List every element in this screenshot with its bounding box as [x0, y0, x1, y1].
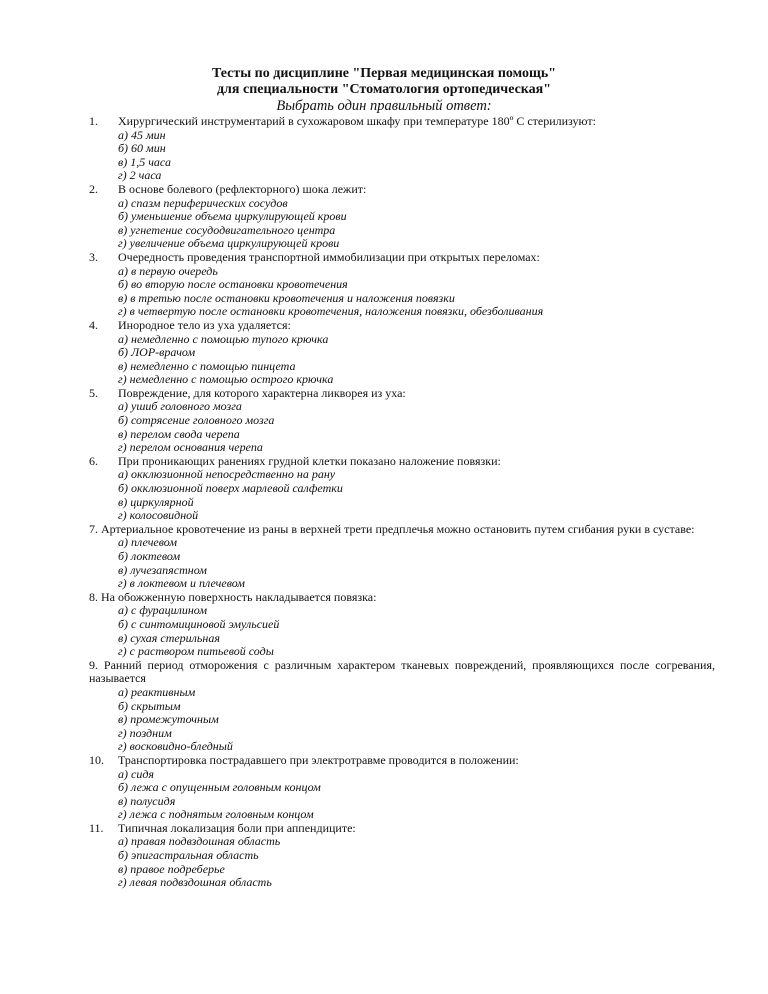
answer-option: а) с фурацилином	[118, 603, 207, 618]
question	[89, 319, 715, 333]
answer-option: б) локтевом	[118, 549, 181, 563]
answer-option: б) 60 мин	[118, 141, 166, 156]
answer-option: а) окклюзионной непосредственно на рану	[118, 467, 336, 482]
question-block	[89, 251, 715, 319]
question	[89, 659, 715, 686]
answer-option: г) 2 часа	[118, 168, 162, 183]
answer-option: г) в четвертую после остановки кровотечения, наложения повязки, обезболивания	[118, 304, 544, 319]
answer-option: г) поздним	[118, 725, 172, 740]
question-number: 6.	[89, 453, 98, 468]
answer-option: б) скрытым	[118, 698, 181, 713]
question-list	[89, 115, 715, 890]
question-number: 11.	[89, 820, 104, 835]
question-number: 1.	[89, 114, 98, 128]
answer-option: г) восковидно-бледный	[118, 739, 233, 754]
answer-option: а) 45 мин	[118, 127, 166, 142]
answer-option: г) колосовидной	[118, 508, 199, 523]
question-text: В основе болевого (рефлекторного) шока лежит:	[118, 181, 367, 196]
question-text: Инородное тело из уха удаляется:	[118, 317, 291, 332]
question-number: 4.	[89, 317, 98, 332]
question-text: Транспортировка пострадавшего при электротравме проводится в положении:	[118, 752, 519, 767]
answer-option: в) немедленно с помощью пинцета	[118, 358, 296, 373]
answer-option: в) угнетение сосудодвигательного центра	[118, 222, 336, 237]
answer-option: в) полусидя	[118, 793, 176, 808]
question-block	[89, 523, 715, 591]
answer-option: а) спазм периферических сосудов	[118, 195, 288, 210]
question	[89, 115, 715, 129]
answer-option: а) немедленно с помощью тупого крючка	[118, 331, 329, 346]
question-text: Хирургический инструментарий в сухожаровом шкафу при температуре 180º С стерилизуют:	[118, 114, 596, 128]
answer-option: б) ЛОР-врачом	[118, 345, 196, 360]
answer-option: г) в локтевом и плечевом	[118, 576, 245, 591]
answer-option: г) с раствором питьевой соды	[118, 644, 274, 659]
question	[89, 387, 715, 401]
question	[89, 183, 715, 197]
answer-option: г) немедленно с помощью острого крючка	[118, 372, 334, 387]
question-text: На обожженную поверхность накладывается повязка:	[101, 589, 377, 604]
question-text: Очередность проведения транспортной иммобилизации при открытых переломах:	[118, 249, 540, 264]
question-text: Артериальное кровотечение из раны в верхней трети предплечья можно остановить путем сгибания руки в суставе:	[101, 521, 695, 536]
question-text: При проникающих ранениях грудной клетки показано наложение повязки:	[118, 453, 501, 468]
answer-option: в) лучезапястном	[118, 562, 207, 577]
answer-option: г) лежа с поднятым головным концом	[118, 807, 314, 822]
question-block	[89, 455, 715, 523]
answer-option: в) сухая стерильная	[118, 630, 220, 645]
question	[89, 754, 715, 768]
answer-option: б) эпигастральная область	[118, 848, 259, 863]
answer-option: а) реактивным	[118, 684, 196, 699]
document-header	[0, 66, 768, 114]
answer-option: в) циркулярной	[118, 494, 194, 509]
question-block	[89, 319, 715, 387]
question	[89, 251, 715, 265]
answer-option: а) плечевом	[118, 535, 177, 550]
question-number: 5.	[89, 385, 98, 400]
answer-option: г) увеличение объема циркулирующей крови	[118, 236, 340, 251]
answer-option: б) с синтомициновой эмульсией	[118, 616, 280, 631]
title-line-1: Тесты по дисциплине "Первая медицинская помощь"	[211, 66, 557, 81]
question-number: 8.	[89, 589, 98, 604]
answer-option: а) сидя	[118, 766, 154, 781]
question-number: 7.	[89, 521, 98, 536]
question	[89, 455, 715, 469]
answer-option: г) перелом основания черепа	[118, 440, 263, 455]
question-block	[89, 754, 715, 822]
answer-option: б) во вторую после остановки кровотечения	[118, 277, 348, 292]
answer-option: в) 1,5 часа	[118, 154, 171, 169]
question-block	[89, 183, 715, 251]
question-block	[89, 659, 715, 754]
answer-option: г) левая подвздошная область	[118, 875, 272, 890]
title-line-2: для специальности "Стоматология ортопедическая"	[216, 82, 552, 97]
answer-option: а) правая подвздошная область	[118, 834, 281, 849]
answer-option: в) правое подреберье	[118, 861, 225, 876]
question	[89, 523, 715, 537]
question-number: 10.	[89, 752, 104, 767]
answer-option: в) в третью после остановки кровотечения и наложения повязки	[118, 290, 455, 305]
answer-option: б) окклюзионной поверх марлевой салфетки	[118, 481, 343, 496]
question-block	[89, 822, 715, 890]
answer-option: в) перелом свода черепа	[118, 426, 240, 441]
answer-option: б) уменьшение объема циркулирующей крови	[118, 209, 347, 224]
question-number: 9.	[89, 657, 98, 672]
question-text: Типичная локализация боли при аппендиците:	[118, 820, 356, 835]
answer-option: а) в первую очередь	[118, 263, 218, 278]
answer-option: в) промежуточным	[118, 712, 219, 727]
question-block	[89, 591, 715, 659]
question-text: Повреждение, для которого характерна ликворея из уха:	[118, 385, 406, 400]
question-block	[89, 387, 715, 455]
answer-option: а) ушиб головного мозга	[118, 399, 242, 414]
question-block	[89, 115, 715, 183]
question	[89, 822, 715, 836]
question-number: 2.	[89, 181, 98, 196]
instruction: Выбрать один правильный ответ:	[276, 98, 492, 114]
answer-option: б) лежа с опущенным головным концом	[118, 780, 321, 795]
question-text: Ранний период отморожения с различным характером тканевых повреждений, проявляющихся после согревания, называется	[89, 657, 715, 686]
question	[89, 591, 715, 605]
question-number: 3.	[89, 249, 98, 264]
answer-option: б) сотрясение головного мозга	[118, 413, 275, 428]
